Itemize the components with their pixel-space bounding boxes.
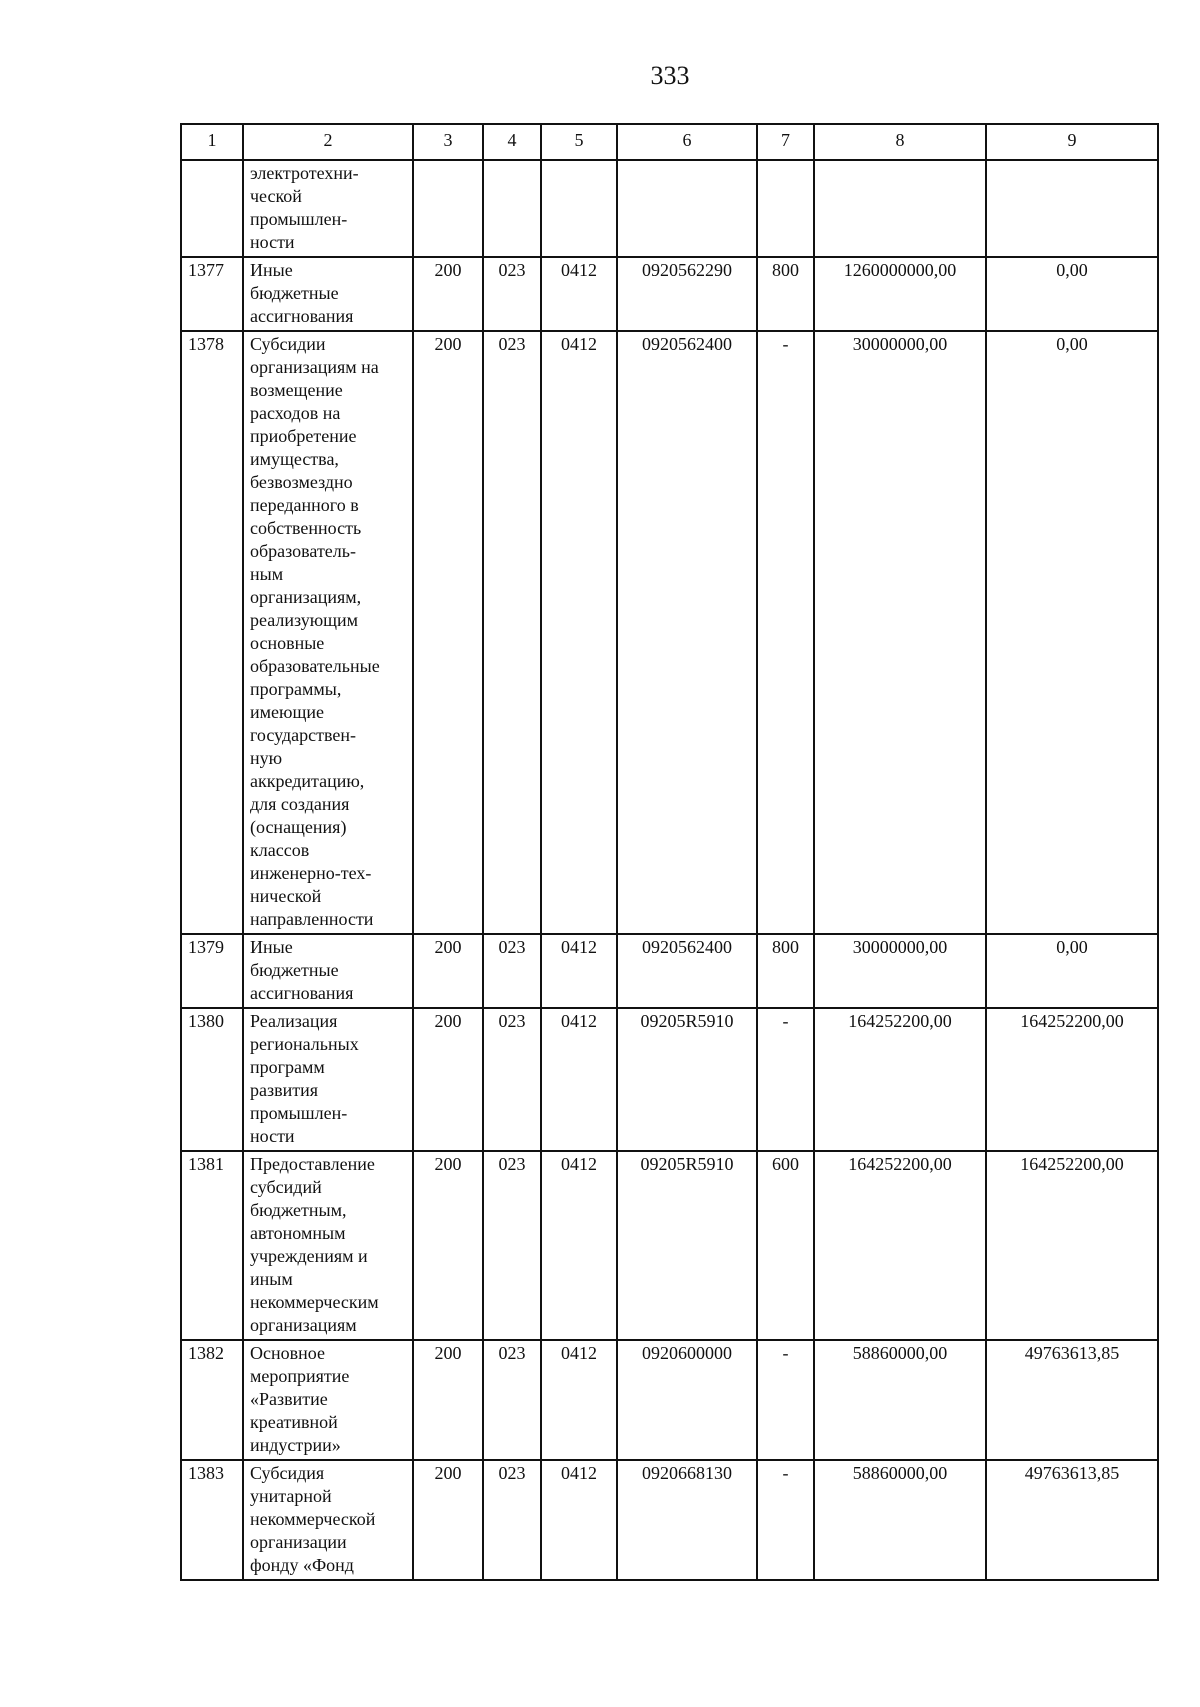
column-5-cell: 0412 — [541, 1151, 617, 1340]
column-5-cell: 0412 — [541, 1008, 617, 1151]
column-3-cell: 200 — [413, 257, 483, 331]
table-row — [181, 1151, 1158, 1340]
column-8-cell — [814, 160, 986, 257]
row-name-line: унитарной — [250, 1486, 332, 1506]
row-name-line: ным — [250, 564, 284, 584]
column-9-cell: 0,00 — [986, 257, 1158, 331]
column-9-cell: 49763613,85 — [986, 1460, 1158, 1580]
row-name-line: инженерно-тех- — [250, 863, 372, 883]
row-name-line: нической — [250, 886, 322, 906]
column-8-cell: 164252200,00 — [814, 1151, 986, 1340]
row-name-line: имеющие — [250, 702, 324, 722]
column-5-cell — [541, 160, 617, 257]
row-number-cell: 1379 — [181, 934, 243, 1008]
row-name-line: индустрии» — [250, 1435, 341, 1455]
column-3-cell: 200 — [413, 331, 483, 934]
column-8-cell: 58860000,00 — [814, 1460, 986, 1580]
column-4-cell: 023 — [483, 934, 541, 1008]
row-name-line: Иные — [250, 937, 293, 957]
column-header: 7 — [757, 124, 814, 160]
row-name-line: собственность — [250, 518, 362, 538]
row-name-line: организациям, — [250, 587, 362, 607]
row-name-line: организации — [250, 1532, 347, 1552]
column-5-cell: 0412 — [541, 934, 617, 1008]
column-8-cell: 30000000,00 — [814, 331, 986, 934]
column-7-cell: - — [757, 1008, 814, 1151]
page-number: 333 — [650, 61, 690, 90]
row-name-line: программ — [250, 1057, 325, 1077]
row-name-line: Иные — [250, 260, 293, 280]
table-row — [181, 331, 1158, 934]
column-4-cell: 023 — [483, 1008, 541, 1151]
row-number-cell: 1382 — [181, 1340, 243, 1460]
table-row — [181, 934, 1158, 1008]
column-header: 4 — [483, 124, 541, 160]
row-number-cell: 1377 — [181, 257, 243, 331]
column-6-cell: 0920562290 — [617, 257, 757, 331]
column-9-cell: 164252200,00 — [986, 1008, 1158, 1151]
row-name-line: программы, — [250, 679, 342, 699]
row-name-line: иным — [250, 1269, 293, 1289]
column-8-cell: 164252200,00 — [814, 1008, 986, 1151]
row-name-line: ассигнования — [250, 306, 354, 326]
column-6-cell: 0920600000 — [617, 1340, 757, 1460]
row-number-cell: 1381 — [181, 1151, 243, 1340]
column-9-cell: 0,00 — [986, 934, 1158, 1008]
row-name-line: региональных — [250, 1034, 359, 1054]
column-4-cell: 023 — [483, 1340, 541, 1460]
row-name-line: безвозмездно — [250, 472, 353, 492]
column-8-cell: 30000000,00 — [814, 934, 986, 1008]
row-name-line: направленности — [250, 909, 374, 929]
row-name-line: мероприятие — [250, 1366, 350, 1386]
column-3-cell: 200 — [413, 1008, 483, 1151]
column-8-cell: 58860000,00 — [814, 1340, 986, 1460]
column-3-cell: 200 — [413, 934, 483, 1008]
row-name-line: государствен- — [250, 725, 357, 745]
column-6-cell: 0920562400 — [617, 934, 757, 1008]
column-6-cell: 0920562400 — [617, 331, 757, 934]
row-name-line: ности — [250, 232, 295, 252]
column-7-cell: 800 — [757, 934, 814, 1008]
row-name-line: переданного в — [250, 495, 359, 515]
row-name-line: промышлен- — [250, 209, 348, 229]
row-name-line: некоммерческой — [250, 1509, 376, 1529]
column-7-cell: 600 — [757, 1151, 814, 1340]
row-name-cell — [243, 1460, 413, 1580]
row-name-line: развития — [250, 1080, 319, 1100]
table-row — [181, 257, 1158, 331]
column-3-cell: 200 — [413, 1460, 483, 1580]
column-3-cell: 200 — [413, 1151, 483, 1340]
row-name-cell — [243, 934, 413, 1008]
row-name-cell — [243, 1151, 413, 1340]
row-name-line: промышлен- — [250, 1103, 348, 1123]
row-number-cell: 1380 — [181, 1008, 243, 1151]
column-header: 6 — [617, 124, 757, 160]
table-body — [181, 160, 1158, 1580]
budget-table — [180, 123, 1159, 1581]
row-name-line: ассигнования — [250, 983, 354, 1003]
row-name-line: бюджетные — [250, 960, 339, 980]
row-number-cell: 1383 — [181, 1460, 243, 1580]
column-4-cell — [483, 160, 541, 257]
column-7-cell: - — [757, 1460, 814, 1580]
row-name-line: для создания — [250, 794, 350, 814]
row-name-line: ную — [250, 748, 283, 768]
row-name-cell — [243, 160, 413, 257]
column-9-cell: 49763613,85 — [986, 1340, 1158, 1460]
row-name-line: приобретение — [250, 426, 357, 446]
column-header: 5 — [541, 124, 617, 160]
row-name-line: ности — [250, 1126, 295, 1146]
row-name-line: бюджетным, — [250, 1200, 347, 1220]
row-name-cell — [243, 1340, 413, 1460]
row-name-line: (оснащения) — [250, 817, 347, 837]
row-name-line: электротехни- — [250, 163, 359, 183]
row-name-line: Реализация — [250, 1011, 338, 1031]
row-name-line: фонду «Фонд — [250, 1555, 354, 1575]
column-7-cell: - — [757, 331, 814, 934]
column-9-cell — [986, 160, 1158, 257]
row-name-line: основные — [250, 633, 325, 653]
row-name-line: Субсидии — [250, 334, 326, 354]
header-row — [181, 124, 1158, 160]
row-name-line: креативной — [250, 1412, 338, 1432]
column-3-cell: 200 — [413, 1340, 483, 1460]
row-name-line: Субсидия — [250, 1463, 325, 1483]
row-number-cell: 1378 — [181, 331, 243, 934]
column-6-cell: 09205R5910 — [617, 1008, 757, 1151]
row-name-line: аккредитацию, — [250, 771, 365, 791]
row-name-line: организациям — [250, 1315, 357, 1335]
column-4-cell: 023 — [483, 1151, 541, 1340]
row-name-line: возмещение — [250, 380, 343, 400]
column-6-cell: 09205R5910 — [617, 1151, 757, 1340]
column-3-cell — [413, 160, 483, 257]
row-name-line: Основное — [250, 1343, 325, 1363]
column-5-cell: 0412 — [541, 257, 617, 331]
column-4-cell: 023 — [483, 331, 541, 934]
row-name-line: классов — [250, 840, 310, 860]
column-7-cell — [757, 160, 814, 257]
row-number-cell — [181, 160, 243, 257]
table-row — [181, 1008, 1158, 1151]
column-header: 8 — [814, 124, 986, 160]
row-name-line: ческой — [250, 186, 302, 206]
column-4-cell: 023 — [483, 1460, 541, 1580]
column-8-cell: 1260000000,00 — [814, 257, 986, 331]
column-5-cell: 0412 — [541, 1460, 617, 1580]
column-header: 2 — [243, 124, 413, 160]
row-name-line: некоммерческим — [250, 1292, 379, 1312]
table-row — [181, 1340, 1158, 1460]
column-5-cell: 0412 — [541, 331, 617, 934]
column-header: 3 — [413, 124, 483, 160]
row-name-cell — [243, 257, 413, 331]
row-name-line: образователь- — [250, 541, 356, 561]
row-name-cell — [243, 1008, 413, 1151]
row-name-line: Предоставление — [250, 1154, 375, 1174]
column-6-cell: 0920668130 — [617, 1460, 757, 1580]
column-9-cell: 0,00 — [986, 331, 1158, 934]
row-name-line: организациям на — [250, 357, 379, 377]
row-name-line: «Развитие — [250, 1389, 328, 1409]
table-row — [181, 160, 1158, 257]
column-header: 9 — [986, 124, 1158, 160]
row-name-line: учреждениям и — [250, 1246, 368, 1266]
row-name-cell — [243, 331, 413, 934]
column-5-cell: 0412 — [541, 1340, 617, 1460]
column-header: 1 — [181, 124, 243, 160]
row-name-line: автономным — [250, 1223, 346, 1243]
column-6-cell — [617, 160, 757, 257]
table-row — [181, 1460, 1158, 1580]
row-name-line: имущества, — [250, 449, 339, 469]
column-4-cell: 023 — [483, 257, 541, 331]
row-name-line: расходов на — [250, 403, 341, 423]
row-name-line: реализующим — [250, 610, 359, 630]
column-7-cell: - — [757, 1340, 814, 1460]
column-7-cell: 800 — [757, 257, 814, 331]
row-name-line: субсидий — [250, 1177, 322, 1197]
row-name-line: образовательные — [250, 656, 380, 676]
row-name-line: бюджетные — [250, 283, 339, 303]
column-9-cell: 164252200,00 — [986, 1151, 1158, 1340]
